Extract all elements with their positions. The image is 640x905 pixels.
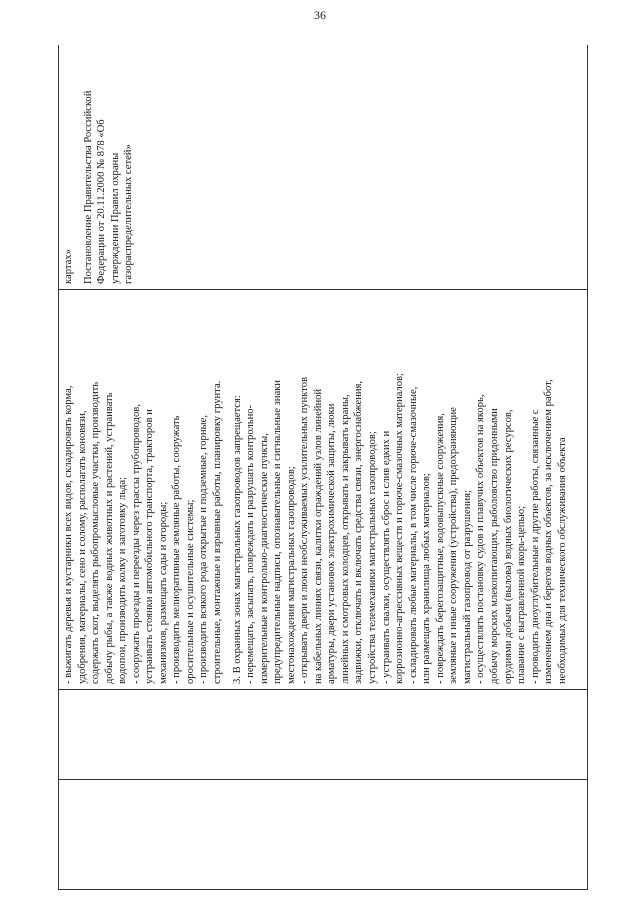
requirement-line: магистральный газопровод от разрушения;: [461, 490, 473, 684]
requirement-line: - перемещать, засыпать, повреждать и разрушать контрольно-: [245, 404, 257, 684]
table-row: [59, 45, 588, 890]
requirement-line: или размещать хранилища любых материалов;: [421, 473, 433, 684]
source-line: картах»: [63, 249, 74, 284]
requirement-line: водопои, производить колку и заготовку льда;: [117, 476, 129, 684]
requirement-line: - осуществлять постановку судов и плавучих объектов на якорь,: [475, 394, 487, 684]
requirement-line: плавание с вытравленной якорь-цепью;: [516, 505, 528, 684]
requirement-line: арматуры, двери установок электрохимической защиты, люки: [326, 403, 338, 684]
empty-cell-1: [59, 780, 588, 890]
requirement-line: изменением дна и берегов водных объектов, за исключением работ,: [543, 379, 555, 684]
requirement-line: 3. В охранных зонах магистральных газопроводов запрещается:: [231, 395, 243, 684]
requirement-line: удобрения, материалы, сено и солому, располагать коновязи,: [76, 410, 88, 684]
requirement-line: - сооружать проезды и переезды через трассы трубопроводов,: [130, 404, 142, 684]
requirement-line: на кабельных линиях связи, калитки ограждений узлов линейной: [312, 388, 324, 684]
requirement-line: линейных и смотровых колодцев, открывать и закрывать краны,: [339, 394, 351, 684]
requirements-text: [62, 295, 569, 684]
requirement-line: - складировать любые материалы, в том числе горюче-смазочные,: [407, 386, 419, 684]
source-cell: [59, 45, 588, 290]
requirement-line: задвижки, отключать и включать средства связи, энергоснабжения,: [353, 381, 365, 684]
empty-cell-2: [59, 690, 588, 780]
requirement-line: необходимых для технического обслуживания объекта: [556, 437, 568, 684]
requirement-line: измерительные и контрольно-диагностические пункты,: [258, 433, 270, 684]
requirement-line: механизмов, размещать сады и огороды;: [157, 501, 169, 684]
requirement-line: - устраивать свалки, осуществлять сброс и слив едких и: [380, 430, 392, 684]
rotated-content: [58, 45, 588, 890]
page-number: 36: [314, 8, 326, 22]
source-line: Федерации от 20.11.2000 № 878 «Об: [96, 119, 108, 284]
source-line: Постановление Правительства Российской: [82, 90, 94, 284]
requirement-line: - повреждать берегозащитные, водовыпускные сооружения,: [434, 413, 446, 684]
requirement-line: - открывать двери и люки необслуживаемых усилительных пунктов: [299, 376, 311, 684]
source-line: утверждении Правил охраны: [109, 152, 121, 284]
requirement-line: устраивать стоянки автомобильного транспорта, тракторов и: [144, 409, 156, 684]
requirement-line: устройства телемеханики магистральных газопроводов;: [367, 431, 379, 684]
rotated-table-area: [58, 45, 588, 890]
requirements-cell: [59, 290, 588, 690]
requirement-line: - производить мелиоративные земляные работы, сооружать: [171, 415, 183, 684]
requirement-line: земляные и иные сооружения (устройства), предохраняющие: [448, 407, 460, 684]
requirement-line: оросительные и осушительные системы;: [184, 499, 196, 684]
requirement-line: орудиями добычи (вылова) водных биологических ресурсов,: [502, 409, 514, 684]
requirement-line: - выжигать деревья и кустарники всех видов, складировать корма,: [63, 385, 74, 684]
requirement-line: - производить всякого рода открытые и подземные, горные,: [198, 415, 210, 684]
requirement-line: строительные, монтажные и взрывные работы, планировку грунта.: [212, 380, 224, 684]
requirement-line: коррозионно-агрессивных веществ и горюче-смазочных материалов;: [394, 373, 406, 684]
requirement-line: местонахождения магистральных газопроводов;: [285, 466, 297, 684]
requirement-line: содержать скот, выделять рыбопромысловые участки, производить: [90, 381, 102, 684]
source-line: газораспределительных сетей»: [123, 144, 135, 284]
requirement-line: предупредительные надписи, опознавательные и сигнальные знаки: [272, 380, 284, 684]
requirement-line: добычу рыбы, а также водных животных и растений, устраивать: [103, 392, 115, 684]
requirement-line: добычу морских млекопитающих, рыболовство придонными: [488, 408, 500, 684]
requirement-line: - проводить дноуглубительные и другие работы, связанные с: [529, 409, 541, 684]
restrictions-table: [58, 45, 588, 890]
source-text: [62, 50, 136, 284]
